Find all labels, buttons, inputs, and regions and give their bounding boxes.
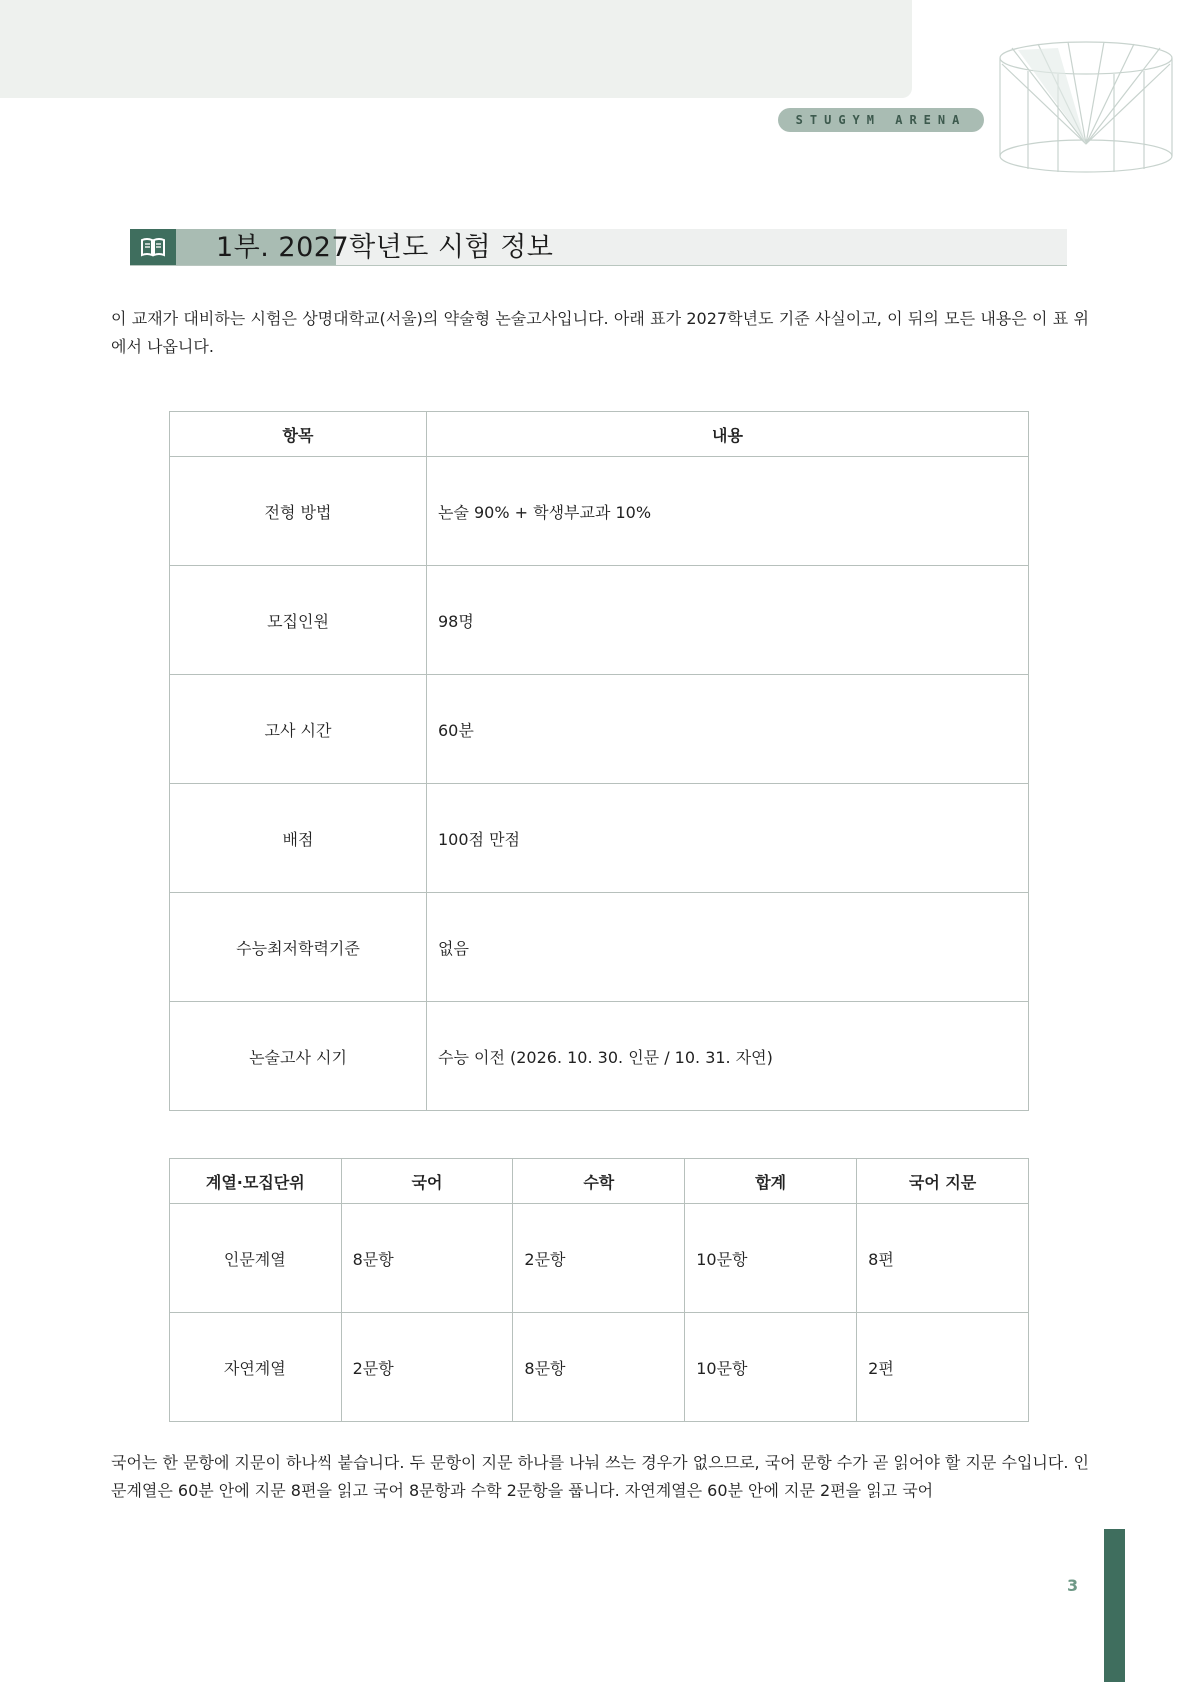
- row-value: 논술 90% + 학생부교과 10%: [427, 457, 1029, 566]
- top-header-band: [0, 0, 912, 98]
- brand-label: STUGYM ARENA: [778, 108, 984, 132]
- header-item: 항목: [170, 412, 427, 457]
- table-row: [170, 566, 1029, 675]
- row-label: 논술고사 시기: [170, 1002, 427, 1111]
- track-label: 인문계열: [170, 1204, 342, 1313]
- header-passages: 국어 지문: [857, 1159, 1029, 1204]
- section-header: [130, 229, 1067, 266]
- page-edge-bar: [1104, 1529, 1125, 1682]
- table-header-row: [170, 1159, 1029, 1204]
- header-math: 수학: [513, 1159, 685, 1204]
- table-row: [170, 893, 1029, 1002]
- math-count: 2문항: [513, 1204, 685, 1313]
- track-label: 자연계열: [170, 1313, 342, 1422]
- table-row: [170, 1204, 1029, 1313]
- passage-count: 2편: [857, 1313, 1029, 1422]
- closing-paragraph: 국어는 한 문항에 지문이 하나씩 붙습니다. 두 문항이 지문 하나를 나눠 쓰는 경우가 없으므로, 국어 문항 수가 곧 읽어야 할 지문 수입니다. 인문계열은 60분 안에 지문 8편을 읽고 국어 8문항과 수학 2문항을 풉니다. 자연계열은 60분 안에 지문 2편을 읽고 국어: [111, 1453, 1089, 1500]
- header-track: 계열·모집단위: [170, 1159, 342, 1204]
- row-label: 수능최저학력기준: [170, 893, 427, 1002]
- row-label: 모집인원: [170, 566, 427, 675]
- math-count: 8문항: [513, 1313, 685, 1422]
- table-row: [170, 457, 1029, 566]
- row-label: 전형 방법: [170, 457, 427, 566]
- header-korean: 국어: [341, 1159, 513, 1204]
- row-label: 고사 시간: [170, 675, 427, 784]
- table-row: [170, 1002, 1029, 1111]
- row-value: 수능 이전 (2026. 10. 30. 인문 / 10. 31. 자연): [427, 1002, 1029, 1111]
- row-value: 100점 만점: [427, 784, 1029, 893]
- table-row: [170, 784, 1029, 893]
- cone-wireframe-icon: [998, 38, 1174, 174]
- korean-count: 2문항: [341, 1313, 513, 1422]
- header-content: 내용: [427, 412, 1029, 457]
- table-row: [170, 1313, 1029, 1422]
- header-total: 합계: [685, 1159, 857, 1204]
- row-value: 없음: [427, 893, 1029, 1002]
- table-header-row: [170, 412, 1029, 457]
- page-number: 3: [1067, 1576, 1079, 1595]
- passage-count: 8편: [857, 1204, 1029, 1313]
- row-label: 배점: [170, 784, 427, 893]
- row-value: 60분: [427, 675, 1029, 784]
- open-book-icon: [130, 229, 176, 265]
- question-count-table: [169, 1158, 1029, 1422]
- table-row: [170, 675, 1029, 784]
- total-count: 10문항: [685, 1204, 857, 1313]
- intro-paragraph: 이 교재가 대비하는 시험은 상명대학교(서울)의 약술형 논술고사입니다. 아래 표가 2027학년도 기준 사실이고, 이 뒤의 모든 내용은 이 표 위에서 나옵니다.: [111, 309, 1089, 356]
- exam-info-table: [169, 411, 1029, 1111]
- korean-count: 8문항: [341, 1204, 513, 1313]
- total-count: 10문항: [685, 1313, 857, 1422]
- row-value: 98명: [427, 566, 1029, 675]
- section-title: 1부. 2027학년도 시험 정보: [216, 232, 554, 263]
